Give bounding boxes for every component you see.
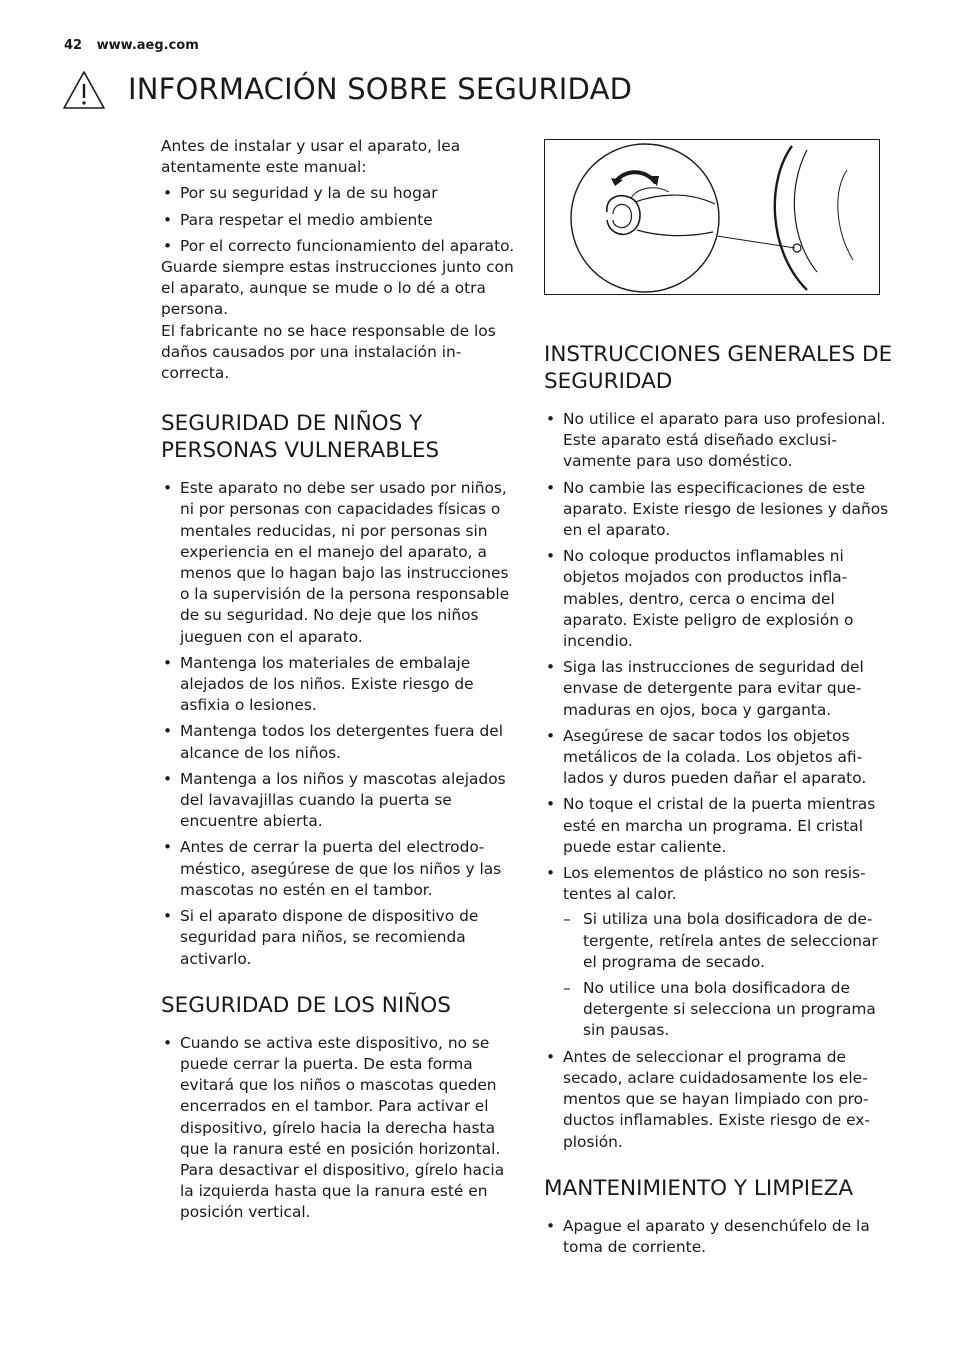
maintenance-list <box>544 1216 896 1258</box>
list-item: • Mantenga los materiales de embalaje alejados de los niños. Existe riesgo de asfixia o lesiones. <box>161 653 516 717</box>
list-item: • Antes de seleccionar el programa de secado, aclare cuidadosamente los elementos que se hayan limpiado con productos inflamables. Existe riesgo de explosión. <box>544 1047 896 1153</box>
list-item: • Para respetar el medio ambiente <box>161 210 516 231</box>
list-item: • Asegúrese de sacar todos los objetos metálicos de la colada. Los objetos afilados y duros pueden dañar el aparato. <box>544 726 896 790</box>
page-title: INFORMACIÓN SOBRE SEGURIDAD <box>128 72 633 106</box>
list-item: • No toque el cristal de la puerta mientras esté en marcha un programa. El cristal puede estar caliente. <box>544 794 896 858</box>
child-safety-list <box>161 1033 516 1224</box>
child-lock-illustration <box>544 139 880 295</box>
liability-text: El fabricante no se hace responsable de los daños causados por una instalación incorrecta. <box>161 321 496 383</box>
website-url[interactable]: www.aeg.com <box>96 38 199 53</box>
keep-instructions-text: Guarde siempre estas instrucciones junto con el aparato, aunque se mude o lo dé a otra persona. <box>161 258 514 319</box>
page-header <box>64 38 199 53</box>
list-item: • Mantenga todos los detergentes fuera del alcance de los niños. <box>161 721 516 763</box>
list-item: • No cambie las especificaciones de este aparato. Existe riesgo de lesiones y daños en el aparato. <box>544 478 896 542</box>
section-heading-children-vulnerable: SEGURIDAD DE NIÑOS Y PERSONAS VULNERABLES <box>161 411 440 464</box>
section-heading-maintenance: MANTENIMIENTO Y LIMPIEZA <box>544 1175 854 1201</box>
list-item: • Si el aparato dispone de dispositivo de seguridad para niños, se recomienda activarlo. <box>161 906 516 970</box>
list-item: • Por el correcto funcionamiento del aparato. <box>161 236 516 257</box>
sub-list-item: – No utilice una bola dosificadora de detergente si selecciona un programa sin pausas. <box>563 978 896 1042</box>
list-item: • No coloque productos inflamables ni objetos mojados con productos inflamables, dentro, cerca o encima del aparato. Existe peligro de explosión o incendio. <box>544 546 896 652</box>
section-heading-child-safety: SEGURIDAD DE LOS NIÑOS <box>161 992 451 1018</box>
general-safety-list <box>544 409 896 1153</box>
list-item: • Cuando se activa este dispositivo, no se puede cerrar la puerta. De esta forma evitará que los niños o mascotas queden encerrados en el tambor. Para activar el dispositivo, gírelo hacia la derecha hasta que la ranura esté en posición horizontal. Para desactivar el dispositivo, gírelo hacia la izquierda hasta que la ranura esté en posición vertical. <box>161 1033 516 1224</box>
list-item: • Por su seguridad y la de su hogar <box>161 183 516 204</box>
list-item-text: Los elementos de plástico no son resistentes al calor. <box>563 864 866 904</box>
list-item <box>544 863 896 1042</box>
right-column <box>544 136 896 1263</box>
page-number: 42 <box>64 38 83 53</box>
left-column <box>161 136 516 1229</box>
list-item: • Antes de cerrar la puerta del electrodoméstico, asegúrese de que los niños y las mascotas no estén en el tambor. <box>161 837 516 901</box>
child-lock-drawing <box>545 140 879 294</box>
list-item: • No utilice el aparato para uso profesional. Este aparato está diseñado exclusivamente para uso doméstico. <box>544 409 896 473</box>
list-item: • Siga las instrucciones de seguridad del envase de detergente para evitar quemaduras en ojos, boca y garganta. <box>544 657 896 721</box>
list-item: • Apague el aparato y desenchúfelo de la toma de corriente. <box>544 1216 896 1258</box>
children-vulnerable-list <box>161 478 516 969</box>
list-item: • Mantenga a los niños y mascotas alejados del lavavajillas cuando la puerta se encuentre abierta. <box>161 769 516 833</box>
title-row <box>62 70 892 114</box>
intro-list <box>161 183 516 257</box>
list-item: • Este aparato no debe ser usado por niños, ni por personas con capacidades físicas o mentales reducidas, ni por personas sin experiencia en el manejo del aparato, a menos que lo hagan bajo las instrucciones o la supervisión de la persona responsable de su seguridad. No deje que los niños jueguen con el aparato. <box>161 478 516 648</box>
intro-text: Antes de instalar y usar el aparato, lea atentamente este manual: <box>161 137 461 177</box>
warning-icon <box>62 70 106 110</box>
sub-list-item: – Si utiliza una bola dosificadora de detergente, retírela antes de seleccionar el programa de secado. <box>563 909 896 973</box>
sub-list <box>563 909 896 1041</box>
section-heading-general-safety: INSTRUCCIONES GENERALES DE SEGURIDAD <box>544 342 893 394</box>
